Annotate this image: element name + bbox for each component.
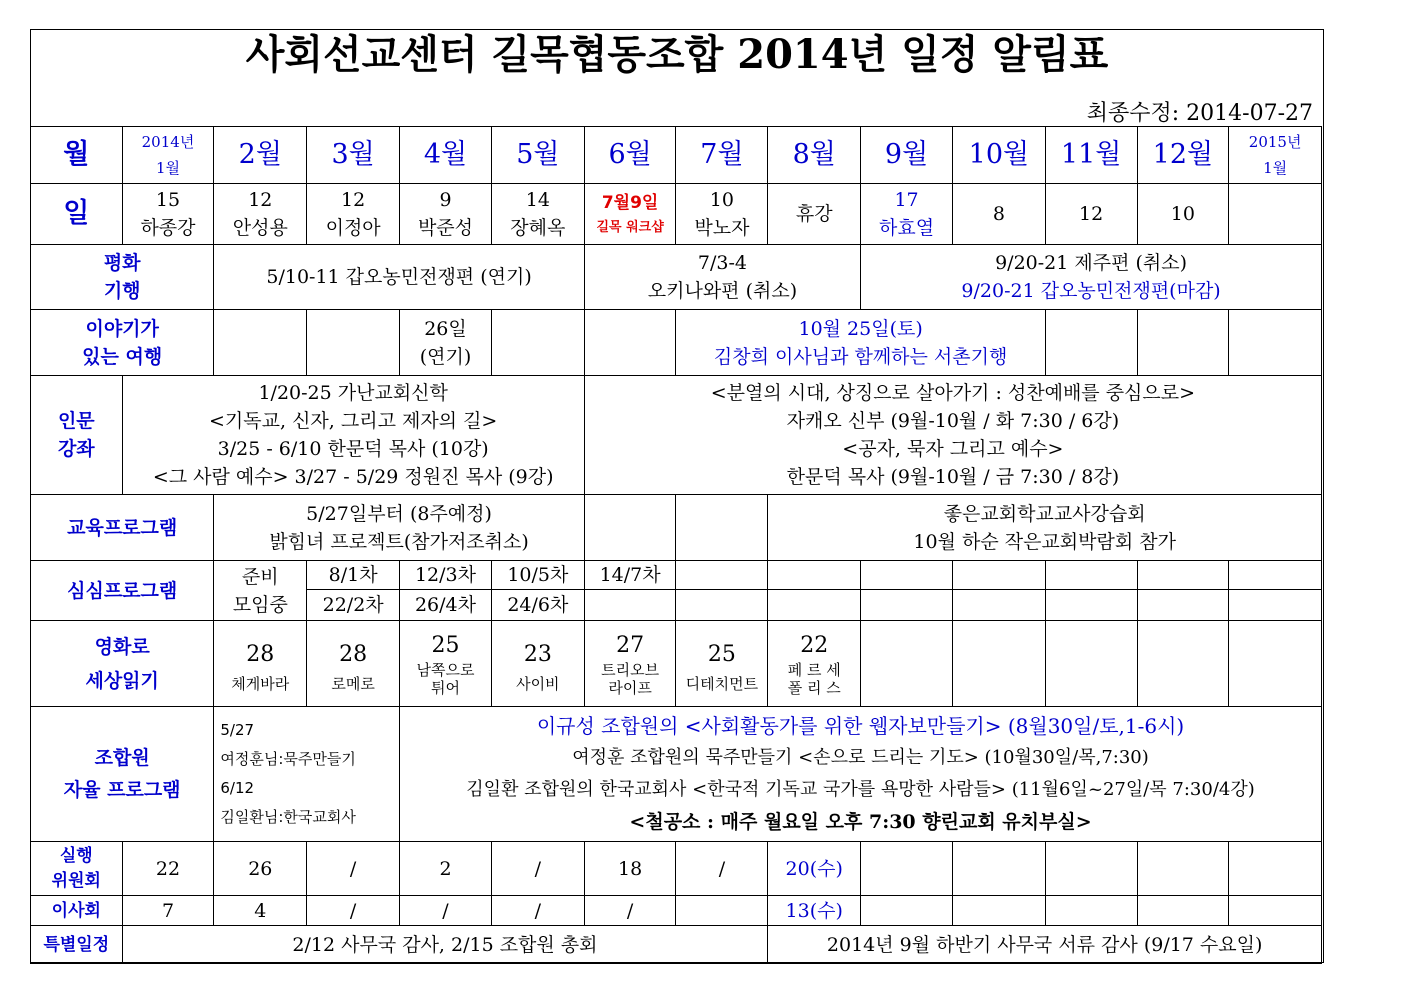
month-cell: 12월 xyxy=(1137,127,1229,184)
movie-cell: 27 트리오브 라이프 xyxy=(584,621,676,707)
board-value: / xyxy=(584,896,676,926)
story-trip-april: 26일 (연기) xyxy=(400,310,492,376)
simsim-session: 22/2차 xyxy=(307,590,400,621)
story-trip-october: 10월 25일(토) 김창희 이사님과 함께하는 서촌기행 xyxy=(676,310,1045,376)
empty-cell xyxy=(952,896,1045,926)
movie-cell: 22 페 르 세 폴 리 스 xyxy=(768,621,861,707)
month-cell: 2014년 1월 xyxy=(122,127,214,184)
empty-cell xyxy=(1137,590,1229,621)
day-label: 일 xyxy=(31,184,123,245)
empty-cell xyxy=(676,495,768,561)
movie-cell: 28 체게바라 xyxy=(214,621,307,707)
day-cell: 12 이정아 xyxy=(307,184,400,245)
humanities-row xyxy=(31,376,1322,495)
schedule-sheet xyxy=(30,29,1324,963)
exec-value: / xyxy=(307,842,400,896)
peace-trip-spring: 5/10-11 갑오농민전쟁편 (연기) xyxy=(214,245,584,310)
empty-cell xyxy=(1045,621,1137,707)
month-cell: 7월 xyxy=(676,127,768,184)
empty-cell xyxy=(584,310,676,376)
board-value: 7 xyxy=(122,896,214,926)
day-cell: 12 xyxy=(1045,184,1137,245)
education-second-half: 좋은교회학교교사강습회 10월 하순 작은교회박람회 참가 xyxy=(768,495,1322,561)
education-row xyxy=(31,495,1322,561)
month-cell: 5월 xyxy=(491,127,584,184)
member-program-first-half: 5/27 여정훈님:묵주만들기 6/12 김일환님:한국교회사 xyxy=(214,707,400,842)
empty-cell xyxy=(491,310,584,376)
empty-cell xyxy=(676,590,768,621)
exec-value: 26 xyxy=(214,842,307,896)
exec-value: / xyxy=(676,842,768,896)
simsim-session: 26/4차 xyxy=(400,590,492,621)
peace-trip-label: 평화 기행 xyxy=(31,245,214,310)
story-trip-row xyxy=(31,310,1322,376)
member-program-label: 조합원 자율 프로그램 xyxy=(31,707,214,842)
simsim-label: 심심프로그램 xyxy=(31,561,214,621)
movie-cell: 28 로메로 xyxy=(307,621,400,707)
last-modified: 최종수정: 2014-07-27 xyxy=(1086,101,1313,126)
empty-cell xyxy=(1045,842,1137,896)
month-row xyxy=(31,127,1322,184)
day-cell xyxy=(1229,184,1322,245)
simsim-session: 8/1차 xyxy=(307,561,400,590)
month-cell: 4월 xyxy=(400,127,492,184)
simsim-session: 24/6차 xyxy=(491,590,584,621)
month-cell: 10월 xyxy=(952,127,1045,184)
simsim-session: 14/7차 xyxy=(584,561,676,590)
movie-cell: 25 디테치먼트 xyxy=(676,621,768,707)
day-cell: 10 xyxy=(1137,184,1229,245)
education-first-half: 5/27일부터 (8주예정) 밝힘녀 프로젝트(참가저조취소) xyxy=(214,495,584,561)
empty-cell xyxy=(584,495,676,561)
movies-row xyxy=(31,621,1322,707)
simsim-session: 10/5차 xyxy=(491,561,584,590)
empty-cell xyxy=(1045,310,1137,376)
empty-cell xyxy=(952,590,1045,621)
empty-cell xyxy=(861,842,953,896)
simsim-row-1 xyxy=(31,561,1322,590)
story-trip-label: 이야기가 있는 여행 xyxy=(31,310,214,376)
board-row xyxy=(31,896,1322,926)
empty-cell xyxy=(1229,842,1322,896)
month-label: 월 xyxy=(31,127,123,184)
month-cell: 2015년 1월 xyxy=(1229,127,1322,184)
empty-cell xyxy=(952,842,1045,896)
empty-cell xyxy=(1137,310,1229,376)
empty-cell xyxy=(861,896,953,926)
day-row xyxy=(31,184,1322,245)
empty-cell xyxy=(1137,896,1229,926)
member-program-second-half: 이규성 조합원의 <사회활동가를 위한 웹자보만들기> (8월30일/토,1-6시) 여정훈 조합원의 묵주만들기 <손으로 드리는 기도> (10월30일/목,7:30) 김일환 조합원의 한국교회사 <한국적 기독교 국가를 욕망한 사람들> (11월6일~27일/목 7:30/4강) <철공소 : 매주 월요일 오후 7:30 향린교회 유치부실> xyxy=(400,707,1322,842)
exec-value: 20(수) xyxy=(768,842,861,896)
empty-cell xyxy=(861,621,953,707)
member-program-row xyxy=(31,707,1322,842)
day-cell: 17 하효열 xyxy=(861,184,953,245)
board-value: 13(수) xyxy=(768,896,861,926)
humanities-label: 인문 강좌 xyxy=(31,376,123,495)
empty-cell xyxy=(1229,621,1322,707)
empty-cell xyxy=(1045,561,1137,590)
exec-committee-row xyxy=(31,842,1322,896)
board-label: 이사회 xyxy=(31,896,123,926)
empty-cell xyxy=(1137,621,1229,707)
empty-cell xyxy=(768,561,861,590)
special-schedule-row xyxy=(31,926,1322,964)
empty-cell xyxy=(1229,590,1322,621)
peace-trip-okinawa: 7/3-4 오키나와편 (취소) xyxy=(584,245,860,310)
empty-cell xyxy=(307,310,400,376)
day-cell: 휴강 xyxy=(768,184,861,245)
board-value: / xyxy=(491,896,584,926)
month-cell: 6월 xyxy=(584,127,676,184)
peace-trip-autumn: 9/20-21 제주편 (취소) 9/20-21 갑오농민전쟁편(마감) xyxy=(861,245,1322,310)
education-label: 교육프로그램 xyxy=(31,495,214,561)
empty-cell xyxy=(1137,561,1229,590)
special-schedule-second: 2014년 9월 하반기 사무국 서류 감사 (9/17 수요일) xyxy=(768,926,1322,964)
month-cell: 2월 xyxy=(214,127,307,184)
empty-cell xyxy=(584,590,676,621)
page-title: 사회선교센터 길목협동조합 2014년 일정 알림표 xyxy=(245,31,1109,78)
day-cell-workshop: 7월9일 길목 워크샵 xyxy=(584,184,676,245)
board-value: / xyxy=(307,896,400,926)
simsim-prep: 준비 모임중 xyxy=(214,561,307,621)
month-cell: 11월 xyxy=(1045,127,1137,184)
day-cell: 9 박준성 xyxy=(400,184,492,245)
day-cell: 12 안성용 xyxy=(214,184,307,245)
empty-cell xyxy=(1229,561,1322,590)
month-cell: 9월 xyxy=(861,127,953,184)
board-value xyxy=(676,896,768,926)
simsim-session: 12/3차 xyxy=(400,561,492,590)
movies-label: 영화로 세상읽기 xyxy=(31,621,214,707)
empty-cell xyxy=(1045,590,1137,621)
exec-committee-label: 실행 위원회 xyxy=(31,842,123,896)
special-schedule-first: 2/12 사무국 감사, 2/15 조합원 총회 xyxy=(122,926,768,964)
board-value: / xyxy=(400,896,492,926)
empty-cell xyxy=(952,621,1045,707)
movie-cell: 23 사이비 xyxy=(491,621,584,707)
special-schedule-label: 특별일정 xyxy=(31,926,123,964)
day-cell: 8 xyxy=(952,184,1045,245)
peace-trip-row xyxy=(31,245,1322,310)
exec-value: 22 xyxy=(122,842,214,896)
empty-cell xyxy=(861,590,953,621)
humanities-second-half: <분열의 시대, 상징으로 살아가기 : 성찬예배를 중심으로> 자캐오 신부 (9월-10월 / 화 7:30 / 6강) <공자, 묵자 그리고 예수> 한문덕 목사 (9월-10월 / 금 7:30 / 8강) xyxy=(584,376,1321,495)
month-cell: 8월 xyxy=(768,127,861,184)
empty-cell xyxy=(952,561,1045,590)
empty-cell xyxy=(1229,310,1322,376)
day-cell: 10 박노자 xyxy=(676,184,768,245)
exec-value: 18 xyxy=(584,842,676,896)
empty-cell xyxy=(768,590,861,621)
day-cell: 15 하종강 xyxy=(122,184,214,245)
month-cell: 3월 xyxy=(307,127,400,184)
empty-cell xyxy=(676,561,768,590)
day-cell: 14 장혜옥 xyxy=(491,184,584,245)
humanities-first-half: 1/20-25 가난교회신학 <기독교, 신자, 그리고 제자의 길> 3/25 - 6/10 한문덕 목사 (10강) <그 사람 예수> 3/27 - 5/29 정원진 목사 (9강) xyxy=(122,376,584,495)
exec-value: 2 xyxy=(400,842,492,896)
empty-cell xyxy=(214,310,307,376)
exec-value: / xyxy=(491,842,584,896)
empty-cell xyxy=(1137,842,1229,896)
schedule-table xyxy=(30,126,1322,964)
empty-cell xyxy=(1045,896,1137,926)
empty-cell xyxy=(1229,896,1322,926)
board-value: 4 xyxy=(214,896,307,926)
empty-cell xyxy=(861,561,953,590)
movie-cell: 25 남쪽으로 튀어 xyxy=(400,621,492,707)
